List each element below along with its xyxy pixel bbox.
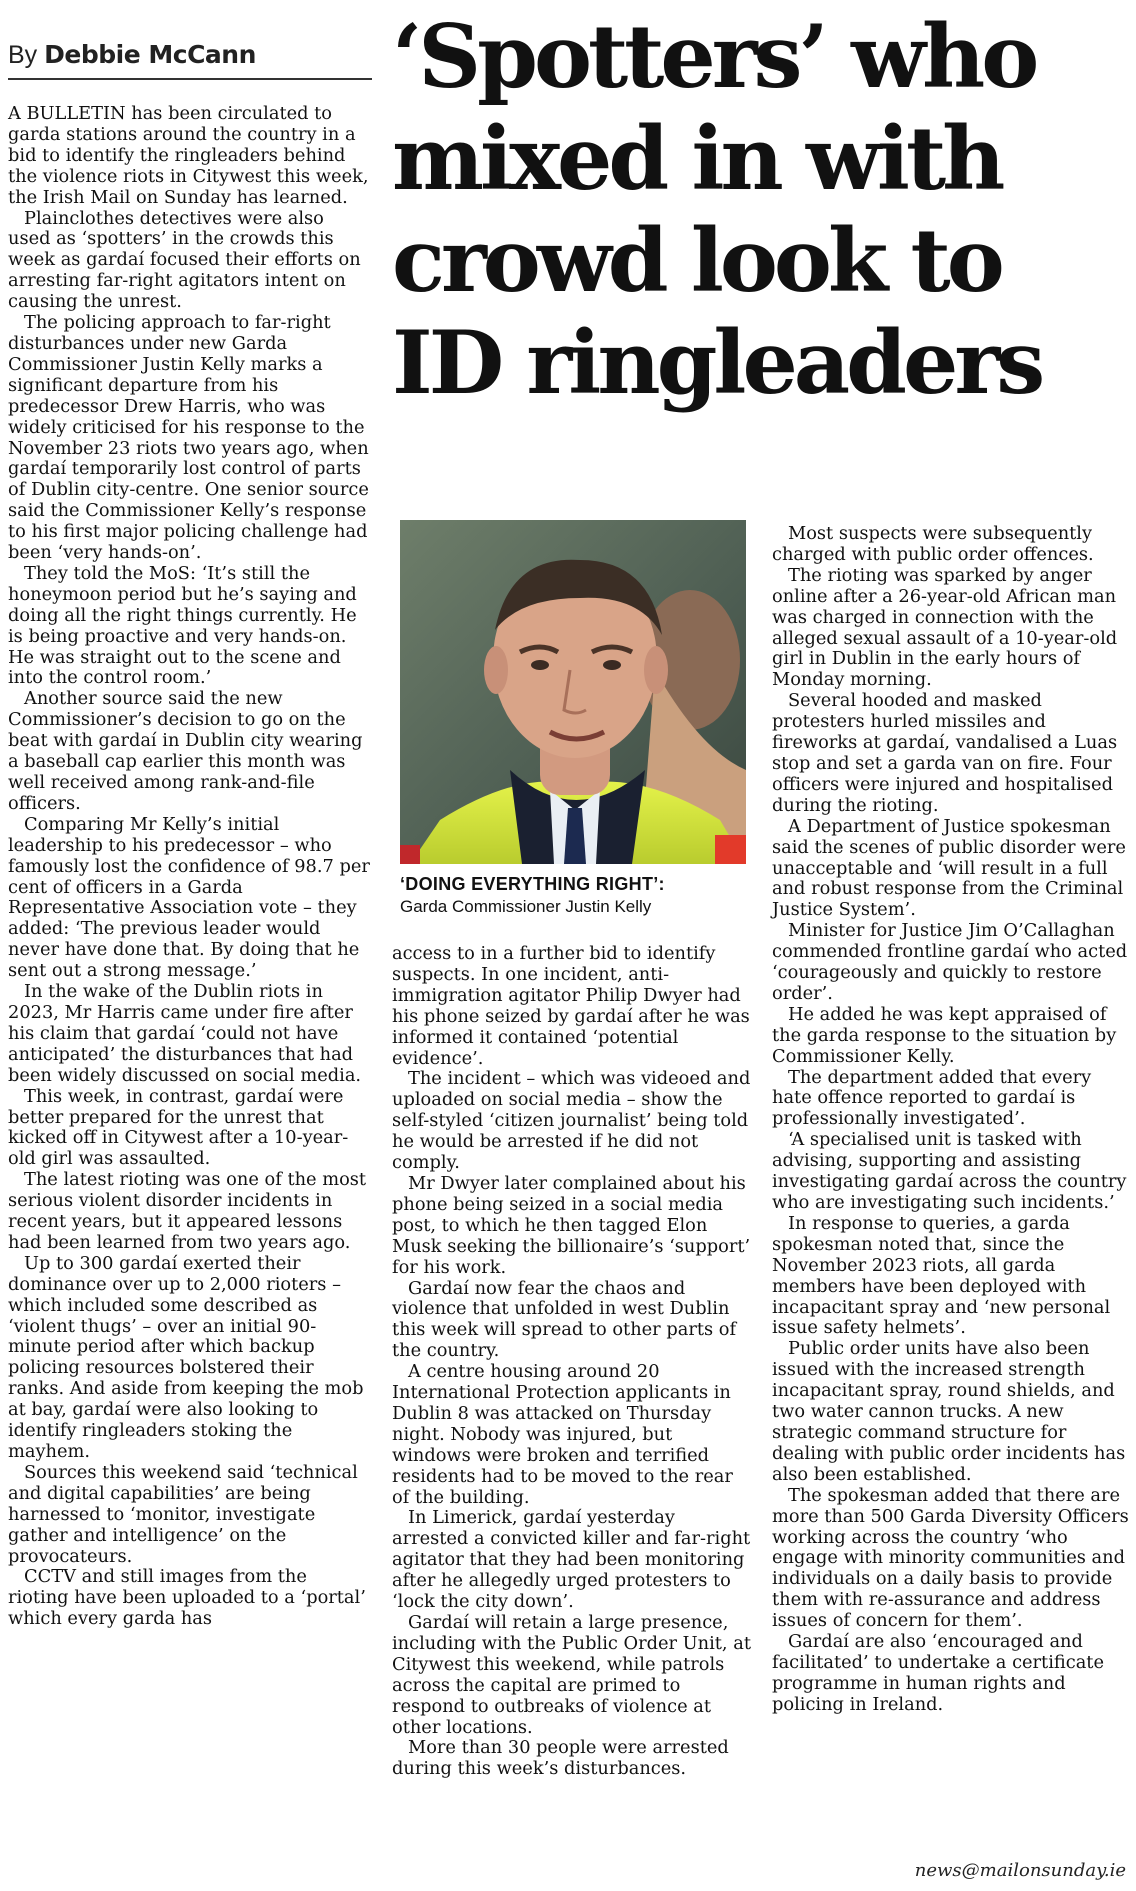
paragraph: Minister for Justice Jim O’Callaghan commended frontline gardaí who acted ‘courageously and quickly to restore order’. (772, 920, 1128, 1004)
byline-author: Debbie McCann (44, 40, 256, 69)
article-column-3 (772, 524, 1130, 1716)
paragraph: Up to 300 gardaí exerted their dominance over up to 2,000 rioters – which included some described as ‘violent thugs’ – over an initial 90-minute period after which backup policing resources bolstered their ranks. And aside from keeping the mob at bay, gardaí were also looking to identify ringleaders stoking the mayhem. (8, 1252, 364, 1462)
caption-subtitle: Garda Commissioner Justin Kelly (400, 897, 652, 916)
paragraph: A BULLETIN has been circulated to garda stations around the country in a bid to identify the ringleaders behind the violence riots in Citywest this week, the Irish Mail on Sunday has learned. (8, 103, 369, 208)
paragraph: This week, in contrast, gardaí were better prepared for the unrest that kicked off in Citywest after a 10-year-old girl was assaulted. (8, 1085, 349, 1170)
paragraph: In Limerick, gardaí yesterday arrested a convicted killer and far-right agitator that they had been monitoring after he allegedly urged protesters to ‘lock the city down’. (392, 1507, 751, 1613)
paragraph: In the wake of the Dublin riots in 2023, Mr Harris came under fire after his claim that gardaí ‘could not have anticipated’ the disturbances that had been widely discussed on social media. (8, 981, 362, 1086)
paragraph: Public order units have also been issued with the increased strength incapacitant spray, round shields, and two water cannon trucks. A new strategic command structure for dealing with public order incidents has also been established. (772, 1338, 1126, 1485)
paragraph: Plainclothes detectives were also used as ‘spotters’ in the crowds this week as gardaí focused their efforts on arresting far-right agitators intent on causing the unrest. (8, 207, 361, 313)
paragraph: Comparing Mr Kelly’s initial leadership to his predecessor – who famously lost the confidence of 98.7 per cent of officers in a Garda Representative Association vote – they added: ‘The previous leader would never have done that. By doing that he sent out a strong message.’ (8, 813, 370, 982)
paragraph: Another source said the new Commissioner’s decision to go on the beat with gardaí in Dublin city wearing a baseball cap earlier this month was well received among rank-and-file officers. (8, 688, 363, 814)
paragraph: The spokesman added that there are more than 500 Garda Diversity Officers working across the country ‘who engage with minority communities and individuals on a daily basis to provide them with re-assurance and address issues of concern for them’. (772, 1484, 1129, 1632)
paragraph: The latest rioting was one of the most serious violent disorder incidents in recent years, but it appeared lessons had been learned from two years ago. (8, 1169, 367, 1253)
photo-caption (400, 874, 750, 917)
paragraph: access to in a further bid to identify suspects. In one incident, anti-immigration agitator Philip Dwyer had his phone seized by gardaí after he was informed it contained ‘potential evidence’. (392, 943, 750, 1069)
paragraph: The incident – which was videoed and uploaded on social media – show the self-styled ‘citizen journalist’ being told he would be arrested if he did not comply. (392, 1068, 751, 1174)
paragraph: Gardaí are also ‘encouraged and facilitated’ to undertake a certificate programme in human rights and policing in Ireland. (772, 1631, 1104, 1715)
paragraph: The rioting was sparked by anger online after a 26-year-old African man was charged in connection with the alleged sexual assault of a 10-year-old girl in Dublin in the early hours of Monday morning. (772, 564, 1118, 691)
paragraph: He added he was kept appraised of the garda response to the situation by Commissioner Kelly. (772, 1003, 1117, 1067)
paragraph: A centre housing around 20 International Protection applicants in Dublin 8 was attacked on Thursday night. Nobody was injured, but windows were broken and terrified residents had to be moved to the rear of the building. (392, 1361, 733, 1508)
paragraph: Gardaí now fear the chaos and violence that unfolded in west Dublin this week will spread to other parts of the country. (392, 1277, 737, 1362)
paragraph: The policing approach to far-right disturbances under new Garda Commissioner Justin Kelly marks a significant departure from his predecessor Drew Harris, who was widely criticised for his response to the November 23 riots two years ago, when gardaí temporarily lost control of parts of Dublin city-centre. One senior source said the Commissioner Kelly’s response to his first major policing challenge had been ‘very hands-on’. (8, 312, 369, 564)
paragraph: A Department of Justice spokesman said the scenes of public disorder were unacceptable and ‘will result in a full and robust response from the Criminal Justice System’. (772, 815, 1126, 921)
article-column-2 (392, 944, 752, 1780)
article-column-1 (8, 104, 372, 1630)
paragraph: CCTV and still images from the rioting have been uploaded to a ‘portal’ which every garda has (8, 1566, 366, 1630)
headline: ‘Spotters’ who mixed in with crowd look to ID ringleaders (392, 5, 1042, 414)
paragraph: Sources this weekend said ‘technical and digital capabilities’ are being harnessed to ‘monitor, investigate gather and intelligence’ on the provocateurs. (8, 1461, 358, 1567)
paragraph: They told the MoS: ‘It’s still the honeymoon period but he’s saying and doing all the right things currently. He is being proactive and very hands-on. He was straight out to the scene and into the control room.’ (8, 562, 357, 689)
commissioner-photo (400, 520, 746, 864)
byline-prefix: By (8, 41, 38, 69)
byline (8, 40, 372, 80)
paragraph: Gardaí will retain a large presence, including with the Public Order Unit, at Citywest this weekend, while patrols across the capital are primed to respond to outbreaks of violence at other locations. (392, 1612, 751, 1738)
paragraph: Mr Dwyer later complained about his phone being seized in a social media post, to which he then tagged Elon Musk seeking the billionaire’s ‘support’ for his work. (392, 1172, 751, 1278)
paragraph: In response to queries, a garda spokesman noted that, since the November 2023 riots, all garda members have been deployed with incapacitant spray and ‘new personal issue safety helmets’. (772, 1212, 1111, 1339)
caption-title: ‘DOING EVERYTHING RIGHT’: (400, 874, 665, 894)
paragraph: More than 30 people were arrested during this week’s disturbances. (392, 1737, 729, 1780)
contact-email[interactable]: news@mailonsunday.ie (914, 1860, 1126, 1881)
paragraph: The department added that every hate offence reported to gardaí is professionally investigated’. (772, 1066, 1092, 1130)
paragraph: Several hooded and masked protesters hurled missiles and fireworks at gardaí, vandalised a Luas stop and set a garda van on fire. Four officers were injured and hospitalised during the rioting. (772, 690, 1118, 816)
paragraph: Most suspects were subsequently charged with public order offences. (772, 523, 1094, 565)
paragraph: ‘A specialised unit is tasked with advising, supporting and assisting investigating gardaí across the country who are investigating such incidents.’ (772, 1129, 1127, 1213)
